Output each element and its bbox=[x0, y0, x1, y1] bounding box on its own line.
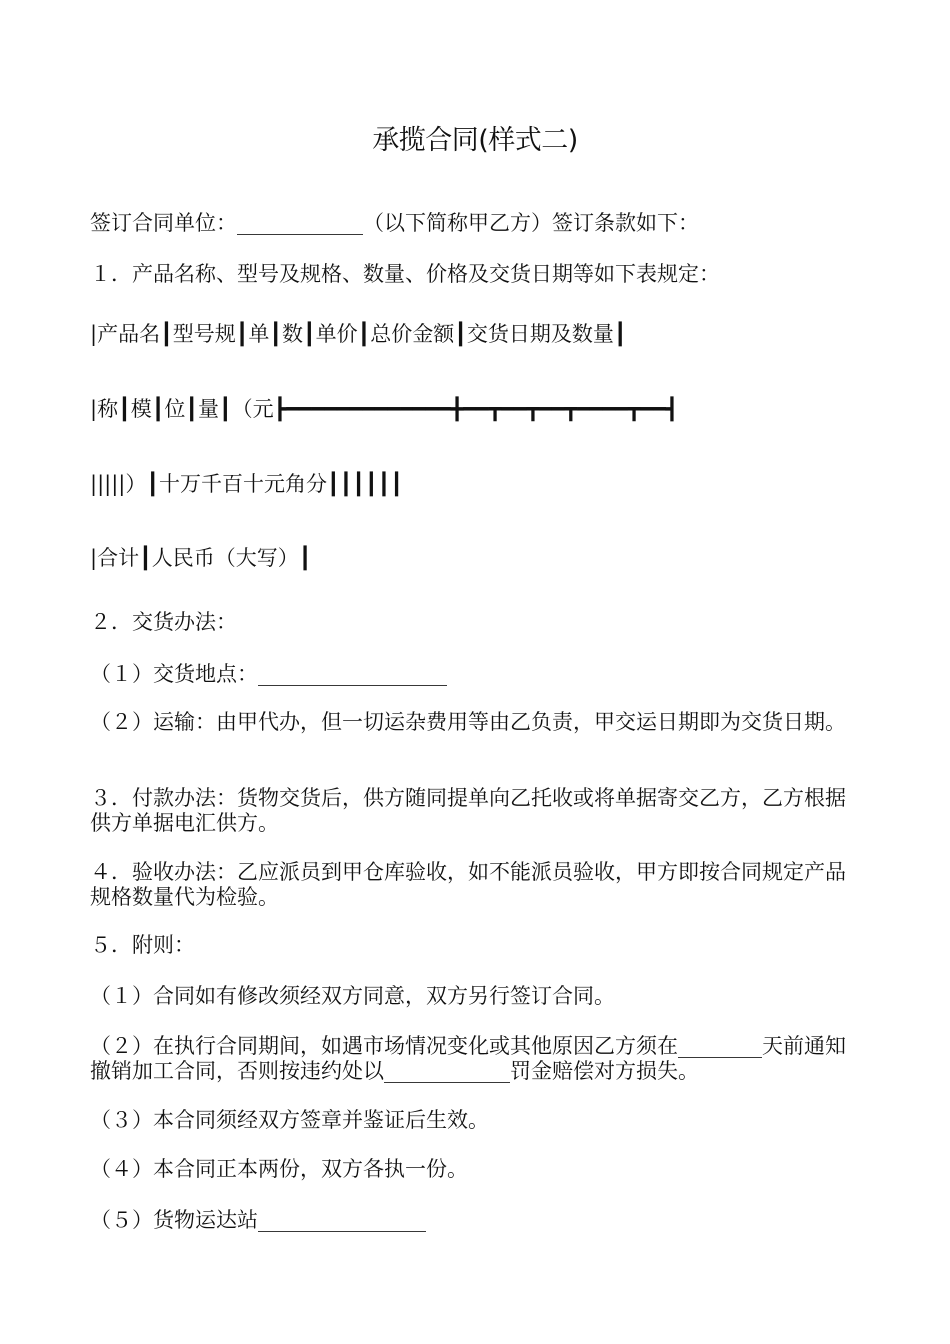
clause-5-2: （２）在执行合同期间，如遇市场情况变化或其他原因乙方须在________天前通知撤销加工合同，否则按违约处以____________罚金赔偿对方损失。 bbox=[90, 1034, 846, 1083]
table-row-1: |产品名┃型号规┃单┃数┃单价┃总价金额┃交货日期及数量┃ bbox=[90, 322, 627, 346]
table-row-3: |||||）┃十万千百十元角分┃┃┃┃┃┃ bbox=[90, 472, 403, 496]
clause-5-1: （１）合同如有修改须经双方同意，双方另行签订合同。 bbox=[90, 984, 615, 1008]
clause-2-2: （２）运输：由甲代办，但一切运杂费用等由乙负责，甲交运日期即为交货日期。 bbox=[90, 710, 846, 734]
clause-3: ３．付款办法：货物交货后，供方随同提单向乙托收或将单据寄交乙方，乙方根据供方单据电汇供方。 bbox=[90, 786, 846, 835]
clause-5-3: （３）本合同须经双方签章并鉴证后生效。 bbox=[90, 1108, 489, 1132]
document-title: 承揽合同(样式二) bbox=[372, 125, 578, 156]
intro-line: 签订合同单位：____________（以下简称甲乙方）签订条款如下： bbox=[90, 211, 699, 235]
table-row-2: |称┃模┃位┃量┃（元┣━━━━━━━━━━━━━╋━━┳━━┳━━┳━━━━┳━━┫ bbox=[90, 397, 679, 421]
clause-4: ４．验收办法：乙应派员到甲仓库验收，如不能派员验收，甲方即按合同规定产品规格数量代为检验。 bbox=[90, 860, 846, 909]
clause-2: ２．交货办法： bbox=[90, 610, 237, 634]
clause-5-5: （５）货物运达站________________ bbox=[90, 1208, 426, 1232]
clause-5-4: （４）本合同正本两份，双方各执一份。 bbox=[90, 1157, 468, 1181]
clause-5: ５．附则： bbox=[90, 933, 195, 957]
clause-2-1: （１）交货地点：__________________ bbox=[90, 662, 447, 686]
clause-1: １．产品名称、型号及规格、数量、价格及交货日期等如下表规定： bbox=[90, 262, 720, 286]
table-row-4: |合计┃人民币（大写）┃ bbox=[90, 546, 312, 570]
